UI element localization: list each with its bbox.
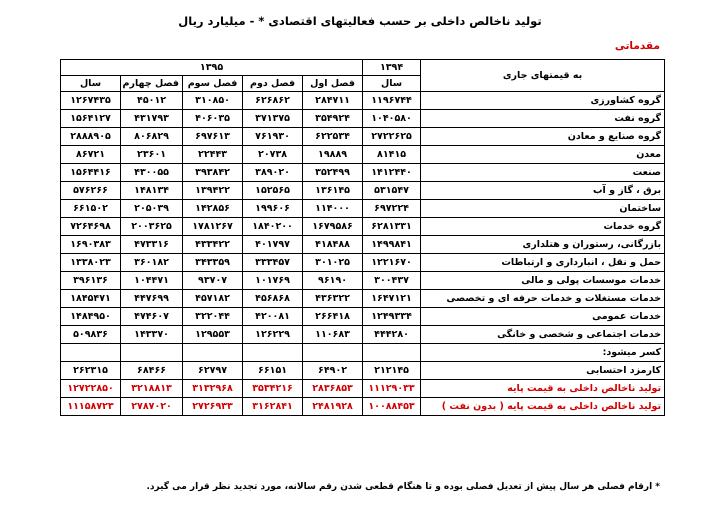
- cell-y94: ۲۷۲۲۶۲۵: [363, 128, 421, 146]
- cell-y95: [61, 344, 121, 362]
- cell-q2: ۳۸۹۰۲۰: [243, 164, 303, 182]
- cell-q3: ۴۰۶۰۳۵: [183, 110, 243, 128]
- cell-y94: ۸۱۴۱۵: [363, 146, 421, 164]
- row-label: گروه نفت: [421, 110, 665, 128]
- cell-y95: ۸۶۷۲۱: [61, 146, 121, 164]
- preliminary-label: مقدماتی: [614, 40, 660, 52]
- table-row: [61, 146, 665, 164]
- row-label: گروه صنایع و معادن: [421, 128, 665, 146]
- cell-q1: ۱۱۰۶۸۳: [303, 326, 363, 344]
- cell-y94: ۱۱۹۶۷۴۴: [363, 92, 421, 110]
- cell-q4: ۲۰۵۰۳۹: [121, 200, 183, 218]
- cell-y95: ۵۷۶۲۶۶: [61, 182, 121, 200]
- row-label: خدمات مستغلات و خدمات حرفه ای و تخصصی: [421, 290, 665, 308]
- cell-y94: ۱۴۱۲۴۴۰: [363, 164, 421, 182]
- cell-q4: ۴۵۰۱۲: [121, 92, 183, 110]
- table-row: [61, 164, 665, 182]
- cell-y94: ۱۲۴۹۳۳۴: [363, 308, 421, 326]
- cell-y95: ۶۶۱۵۰۲: [61, 200, 121, 218]
- cell-y95: ۱۵۶۴۱۲۷: [61, 110, 121, 128]
- cell-q1: ۲۸۴۷۱۱: [303, 92, 363, 110]
- cell-q4: ۴۳۰۰۵۵: [121, 164, 183, 182]
- cell-q3: ۳۲۲۰۴۴: [183, 308, 243, 326]
- cell-y95: ۱۶۹۰۳۸۳: [61, 236, 121, 254]
- cell-q3: [183, 344, 243, 362]
- cell-q1: ۴۱۸۴۸۸: [303, 236, 363, 254]
- table-row: [61, 254, 665, 272]
- cell-q2: ۶۲۶۸۶۲: [243, 92, 303, 110]
- cell-y95: ۲۸۸۸۹۰۵: [61, 128, 121, 146]
- cell-y95: ۱۸۴۵۴۷۱: [61, 290, 121, 308]
- gdp-table: [60, 59, 665, 416]
- cell-q4: ۸۰۶۸۲۹: [121, 128, 183, 146]
- cell-q4: ۱۰۴۴۷۱: [121, 272, 183, 290]
- cell-y95: ۷۲۶۴۶۹۸: [61, 218, 121, 236]
- header-year-1394: ۱۳۹۴: [363, 60, 421, 76]
- cell-q1: ۶۴۹۰۲: [303, 362, 363, 380]
- row-label: معدن: [421, 146, 665, 164]
- footnote: * ارقام فصلی هر سال پیش از تعدیل فصلی بوده و تا هنگام قطعی شدن رقم سالانه، مورد تجدید نظر قرار می گیرد.: [146, 482, 660, 492]
- cell-y95: ۱۲۶۷۴۳۵: [61, 92, 121, 110]
- cell-q3: ۹۳۷۰۷: [183, 272, 243, 290]
- table-row: [61, 200, 665, 218]
- cell-q1: ۱۹۸۸۹: [303, 146, 363, 164]
- cell-y95: ۲۶۲۳۱۵: [61, 362, 121, 380]
- cell-q4: ۲۷۸۷۰۲۰: [121, 398, 183, 416]
- cell-y94: ۱۴۹۹۸۴۱: [363, 236, 421, 254]
- table-row: [61, 326, 665, 344]
- cell-q3: ۱۴۲۸۵۶: [183, 200, 243, 218]
- row-label: گروه کشاورزی: [421, 92, 665, 110]
- cell-q4: ۳۲۱۸۸۱۳: [121, 380, 183, 398]
- table-title: تولید ناخالص داخلی بر حسب فعالیتهای اقتصادی * - میلیارد ریال: [178, 14, 542, 28]
- cell-q3: ۴۵۷۱۸۲: [183, 290, 243, 308]
- cell-q1: ۳۵۲۴۹۹: [303, 164, 363, 182]
- table-row: [61, 92, 665, 110]
- header-year-1395: ۱۳۹۵: [61, 60, 363, 76]
- table-row: [61, 308, 665, 326]
- cell-q1: ۱۶۷۹۵۸۶: [303, 218, 363, 236]
- cell-q3: ۱۷۸۱۲۶۷: [183, 218, 243, 236]
- cell-y95: ۱۲۷۲۲۸۵۰: [61, 380, 121, 398]
- cell-q1: ۱۳۶۱۴۵: [303, 182, 363, 200]
- cell-q4: ۴۷۴۶۰۷: [121, 308, 183, 326]
- cell-q2: ۳۱۶۲۸۴۱: [243, 398, 303, 416]
- cell-y94: ۱۲۲۱۶۷۰: [363, 254, 421, 272]
- cell-q2: ۴۵۶۸۶۸: [243, 290, 303, 308]
- cell-y95: ۱۵۶۴۴۱۶: [61, 164, 121, 182]
- row-label: کسر میشود:: [421, 344, 665, 362]
- cell-y94: [363, 344, 421, 362]
- row-label: خدمات اجتماعی و شخصی و خانگی: [421, 326, 665, 344]
- cell-q3: ۶۲۷۹۷: [183, 362, 243, 380]
- cell-q1: ۳۵۴۹۲۴: [303, 110, 363, 128]
- cell-q2: ۱۸۴۰۲۰۰: [243, 218, 303, 236]
- cell-q2: [243, 344, 303, 362]
- cell-q1: ۲۶۶۴۱۸: [303, 308, 363, 326]
- cell-q4: [121, 344, 183, 362]
- cell-q3: ۳۱۰۸۵۰: [183, 92, 243, 110]
- cell-q1: ۴۳۶۳۲۲: [303, 290, 363, 308]
- cell-q3: ۶۹۷۶۱۳: [183, 128, 243, 146]
- table-row: [61, 362, 665, 380]
- cell-q3: ۲۲۴۴۳: [183, 146, 243, 164]
- cell-y94: ۴۴۴۲۸۰: [363, 326, 421, 344]
- cell-q2: ۴۲۰۰۸۱: [243, 308, 303, 326]
- cell-q4: ۶۸۴۶۶: [121, 362, 183, 380]
- cell-y95: ۳۹۶۱۳۶: [61, 272, 121, 290]
- cell-y94: ۶۲۸۱۳۳۱: [363, 218, 421, 236]
- cell-q4: ۲۰۰۳۶۲۵: [121, 218, 183, 236]
- cell-y94: ۵۳۱۵۴۷: [363, 182, 421, 200]
- cell-y94: ۲۱۲۱۴۵: [363, 362, 421, 380]
- table-row: [61, 110, 665, 128]
- table-row: [61, 272, 665, 290]
- cell-y94: ۳۰۰۴۳۷: [363, 272, 421, 290]
- cell-q2: ۳۷۱۳۷۵: [243, 110, 303, 128]
- table-row: [61, 344, 665, 362]
- cell-q3: ۲۷۲۶۹۳۳: [183, 398, 243, 416]
- cell-q3: ۱۳۹۴۲۲: [183, 182, 243, 200]
- header-q3: فصل سوم: [183, 76, 243, 92]
- table-row: [61, 218, 665, 236]
- cell-y95: ۱۴۸۴۹۵۰: [61, 308, 121, 326]
- cell-q2: ۶۶۱۵۱: [243, 362, 303, 380]
- cell-y94: ۱۱۱۲۹۰۳۳: [363, 380, 421, 398]
- cell-y94: ۱۰۰۸۸۴۵۳: [363, 398, 421, 416]
- cell-q2: ۱۵۲۵۶۵: [243, 182, 303, 200]
- row-label: بازرگانی، رستوران و هتلداری: [421, 236, 665, 254]
- row-label: کارمزد احتسابی: [421, 362, 665, 380]
- cell-q4: ۱۴۸۱۳۴: [121, 182, 183, 200]
- cell-q4: ۱۴۳۳۷۰: [121, 326, 183, 344]
- header-col-year-1395: سال: [61, 76, 121, 92]
- cell-q2: ۲۰۷۳۸: [243, 146, 303, 164]
- row-label: حمل و نقل ، انبارداری و ارتباطات: [421, 254, 665, 272]
- row-label: خدمات عمومی: [421, 308, 665, 326]
- header-row-label: به قیمتهای جاری: [421, 60, 665, 92]
- cell-y94: ۱۰۴۰۵۸۰: [363, 110, 421, 128]
- cell-q3: ۳۴۳۳۵۹: [183, 254, 243, 272]
- header-col-year-1394: سال: [363, 76, 421, 92]
- cell-q1: ۳۰۱۰۲۵: [303, 254, 363, 272]
- cell-q1: [303, 344, 363, 362]
- table-row: [61, 128, 665, 146]
- header-q1: فصل اول: [303, 76, 363, 92]
- header-q2: فصل دوم: [243, 76, 303, 92]
- cell-q2: ۱۹۹۶۰۶: [243, 200, 303, 218]
- cell-q2: ۴۰۱۷۹۷: [243, 236, 303, 254]
- table-row: [61, 236, 665, 254]
- row-label: تولید ناخالص داخلی به قیمت پایه ( بدون نفت ): [421, 398, 665, 416]
- table-row: [61, 290, 665, 308]
- row-label: برق ، گاز و آب: [421, 182, 665, 200]
- cell-q1: ۹۶۱۹۰: [303, 272, 363, 290]
- cell-q4: ۴۷۳۳۱۶: [121, 236, 183, 254]
- table-row: [61, 182, 665, 200]
- cell-q3: ۴۳۳۴۲۲: [183, 236, 243, 254]
- cell-y95: ۵۰۹۸۳۶: [61, 326, 121, 344]
- total-row: [61, 398, 665, 416]
- row-label: تولید ناخالص داخلی به قیمت پایه: [421, 380, 665, 398]
- cell-q2: ۳۳۳۴۵۷: [243, 254, 303, 272]
- cell-y94: ۶۹۷۲۲۴: [363, 200, 421, 218]
- cell-q4: ۲۳۶۰۱: [121, 146, 183, 164]
- cell-y95: ۱۳۳۸۰۲۳: [61, 254, 121, 272]
- cell-q3: ۳۱۳۲۹۶۸: [183, 380, 243, 398]
- row-label: ساختمان: [421, 200, 665, 218]
- total-row: [61, 380, 665, 398]
- cell-y94: ۱۶۴۷۱۲۱: [363, 290, 421, 308]
- cell-q1: ۱۱۴۰۰۰: [303, 200, 363, 218]
- cell-q2: ۷۶۱۹۳۰: [243, 128, 303, 146]
- cell-q4: ۴۳۱۷۹۳: [121, 110, 183, 128]
- cell-q4: ۴۴۷۶۹۹: [121, 290, 183, 308]
- row-label: گروه خدمات: [421, 218, 665, 236]
- cell-q2: ۱۰۱۷۶۹: [243, 272, 303, 290]
- cell-q1: ۲۸۳۶۸۵۳: [303, 380, 363, 398]
- header-q4: فصل چهارم: [121, 76, 183, 92]
- cell-q3: ۳۹۳۸۴۲: [183, 164, 243, 182]
- cell-q2: ۱۲۶۲۲۹: [243, 326, 303, 344]
- cell-q1: ۶۲۲۵۳۴: [303, 128, 363, 146]
- row-label: صنعت: [421, 164, 665, 182]
- cell-q1: ۲۴۸۱۹۲۸: [303, 398, 363, 416]
- cell-y95: ۱۱۱۵۸۷۲۳: [61, 398, 121, 416]
- cell-q4: ۳۶۰۱۸۲: [121, 254, 183, 272]
- cell-q3: ۱۲۹۵۵۳: [183, 326, 243, 344]
- row-label: خدمات موسسات پولی و مالی: [421, 272, 665, 290]
- cell-q2: ۳۵۳۴۲۱۶: [243, 380, 303, 398]
